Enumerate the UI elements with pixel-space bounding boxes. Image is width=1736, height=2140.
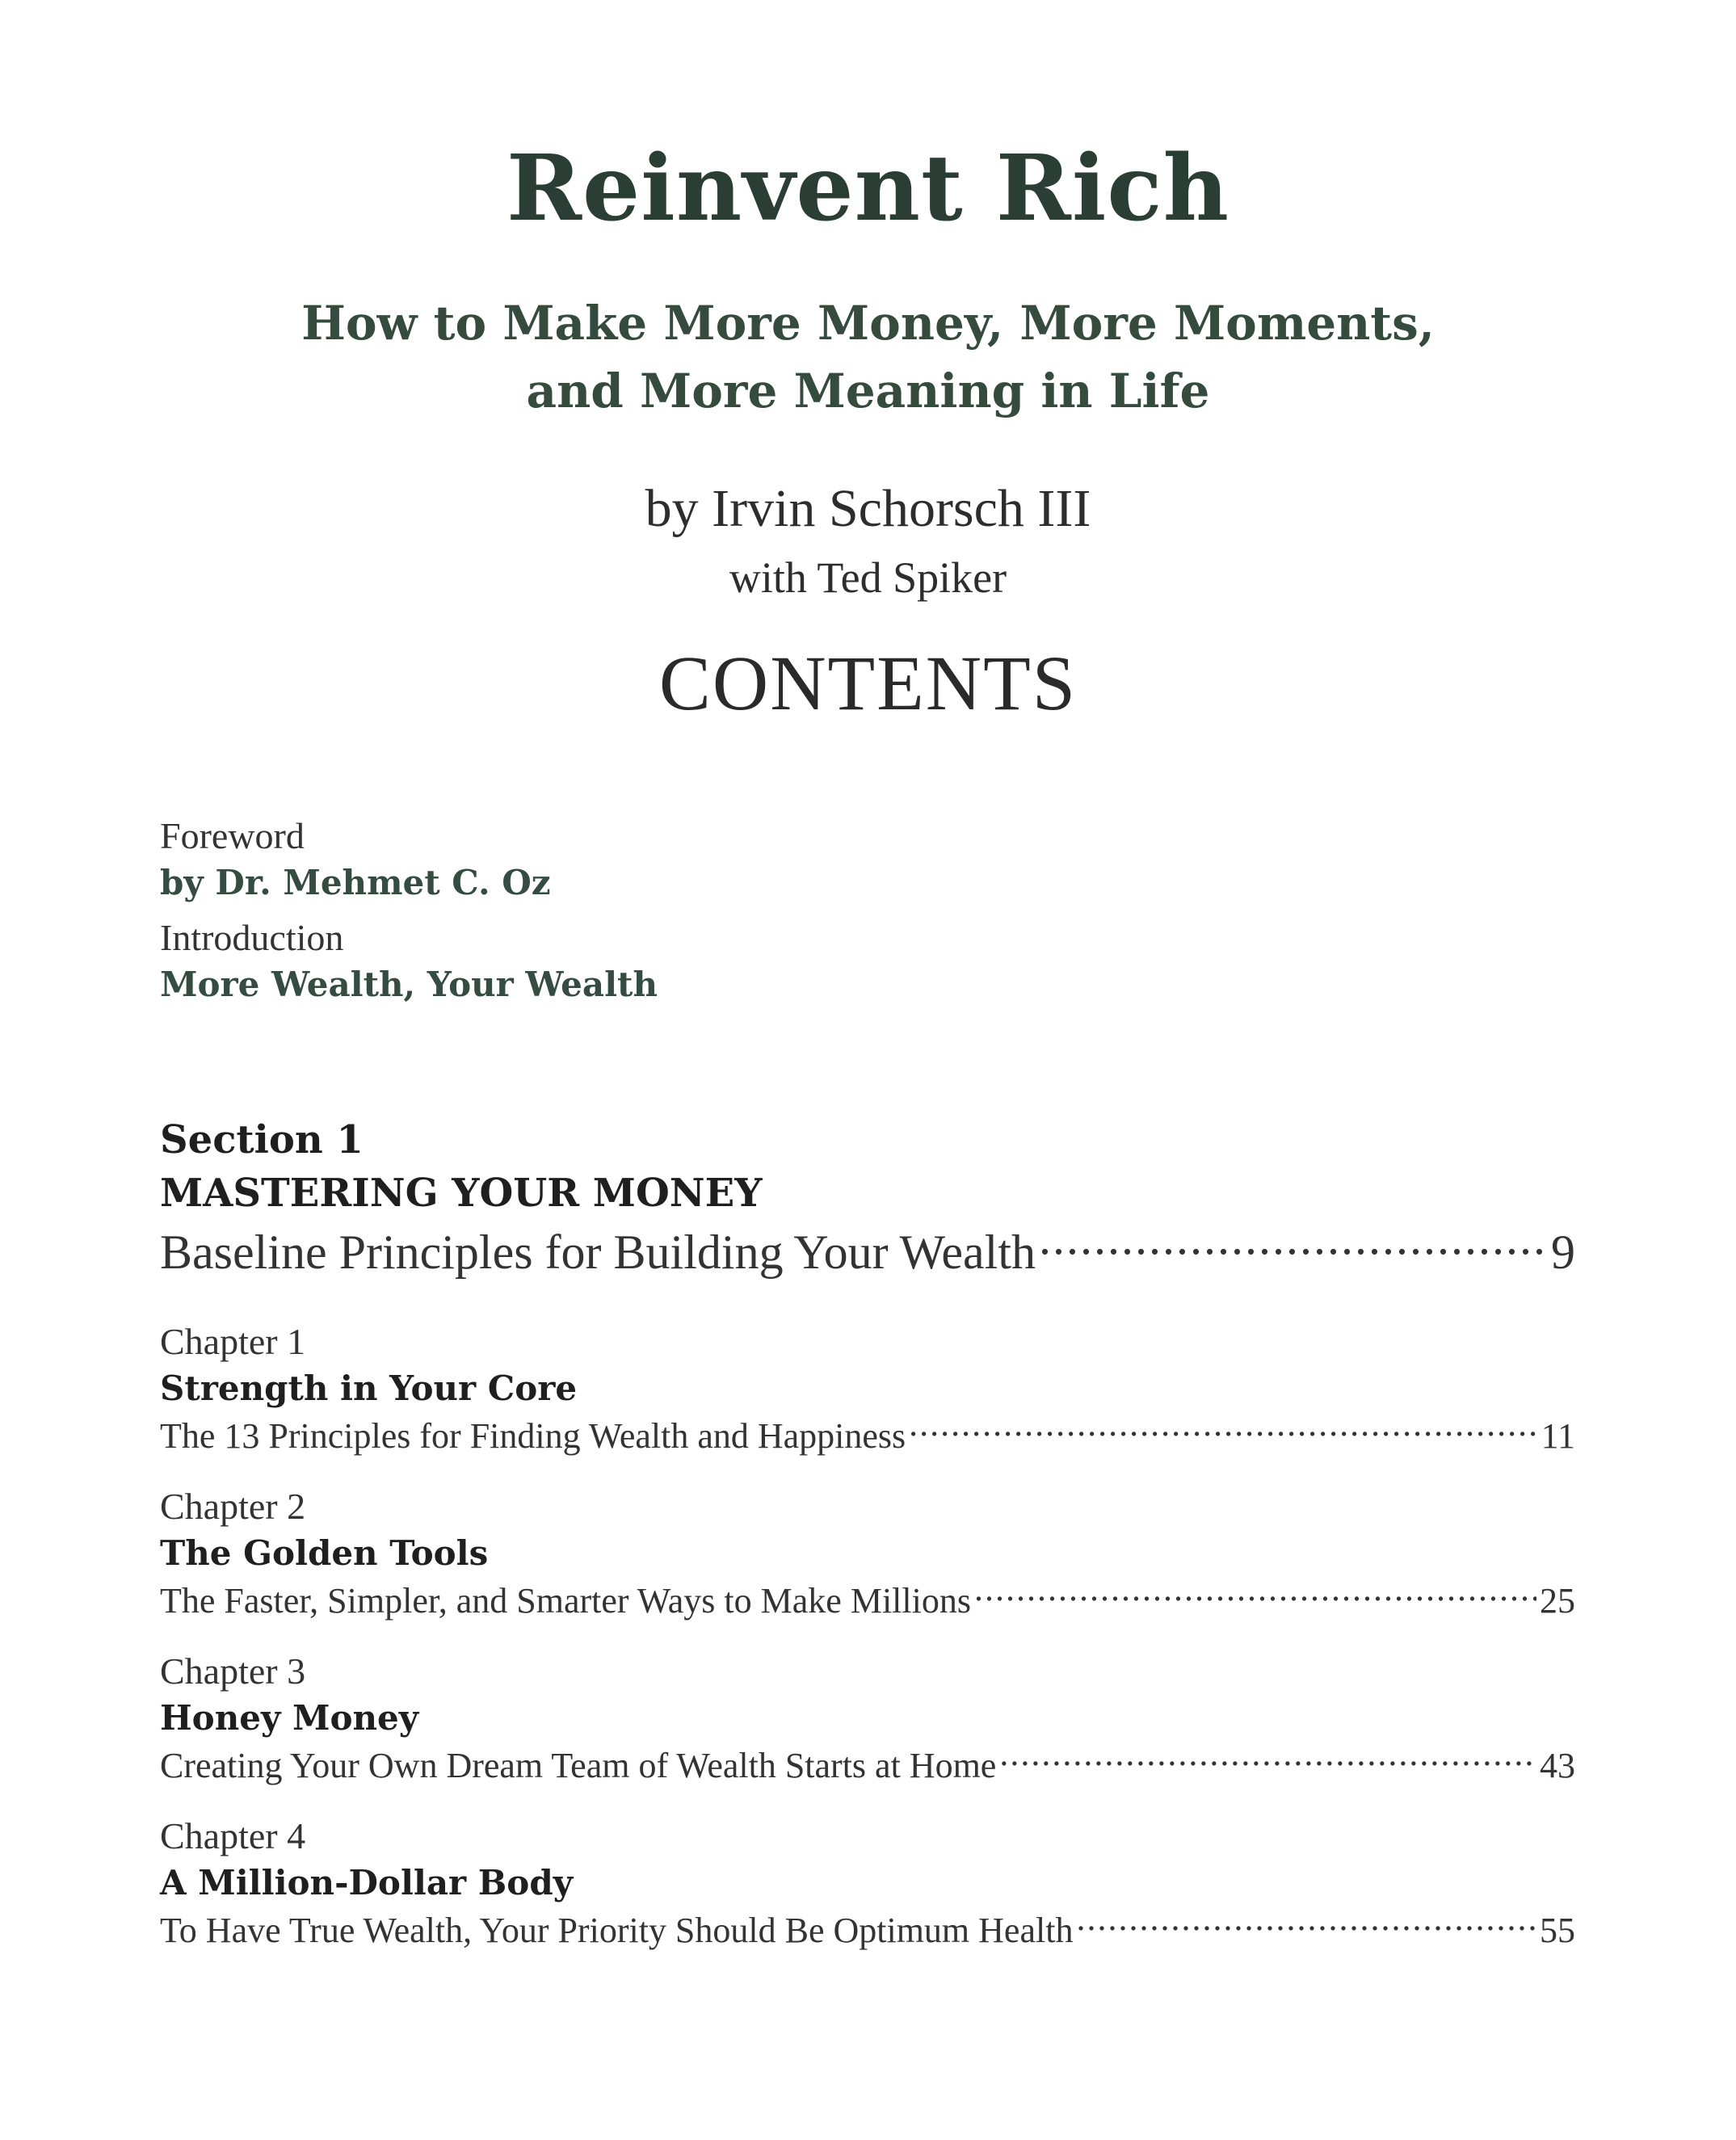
chapter-description: The 13 Principles for Finding Wealth and Happiness <box>160 1416 906 1456</box>
chapter-entry-4 <box>160 1813 1575 1954</box>
section-toc-line <box>160 1220 1575 1283</box>
section-entry <box>160 1113 1575 1283</box>
book-subtitle <box>0 289 1736 425</box>
subtitle-line-2: and More Meaning in Life <box>526 364 1210 418</box>
dot-leader <box>1076 1907 1536 1942</box>
chapter-toc-line <box>160 1577 1575 1625</box>
chapter-toc-line <box>160 1742 1575 1789</box>
foreword-title: by Dr. Mehmet C. Oz <box>160 863 551 902</box>
foreword-label: Foreword <box>160 815 305 856</box>
chapter-page-number: 43 <box>1540 1746 1575 1785</box>
chapter-label: Chapter 2 <box>160 1486 306 1527</box>
chapter-label: Chapter 4 <box>160 1815 306 1856</box>
subtitle-line-1: How to Make More Money, More Moments, <box>301 296 1435 351</box>
chapter-page-number: 25 <box>1540 1581 1575 1621</box>
section-page-number: 9 <box>1551 1226 1575 1279</box>
contents-heading: CONTENTS <box>658 640 1078 726</box>
introduction-label: Introduction <box>160 917 344 958</box>
chapter-toc-line <box>160 1412 1575 1460</box>
chapter-entry-2 <box>160 1483 1575 1625</box>
foreword-entry <box>160 813 1575 906</box>
chapter-page-number: 55 <box>1540 1911 1575 1950</box>
chapter-page-number: 11 <box>1541 1416 1575 1456</box>
chapter-description: Creating Your Own Dream Team of Wealth Starts at Home <box>160 1746 997 1785</box>
book-title: Reinvent Rich <box>506 136 1230 242</box>
chapter-description: To Have True Wealth, Your Priority Should Be Optimum Health <box>160 1911 1074 1950</box>
chapter-title: Honey Money <box>160 1698 419 1738</box>
chapter-label: Chapter 1 <box>160 1321 306 1362</box>
dot-leader <box>974 1577 1536 1612</box>
chapter-label: Chapter 3 <box>160 1650 306 1692</box>
chapter-title: Strength in Your Core <box>160 1369 578 1408</box>
section-label: Section 1 <box>160 1117 364 1162</box>
chapter-toc-line <box>160 1907 1575 1954</box>
section-description: Baseline Principles for Building Your Wealth <box>160 1226 1036 1279</box>
chapter-entry-1 <box>160 1318 1575 1460</box>
author-line: by Irvin Schorsch III <box>645 479 1091 538</box>
dot-leader <box>999 1742 1536 1777</box>
introduction-title: More Wealth, Your Wealth <box>160 965 658 1004</box>
section-title: MASTERING YOUR MONEY <box>160 1171 763 1216</box>
coauthor-line: with Ted Spiker <box>729 553 1007 602</box>
dot-leader <box>1039 1220 1548 1268</box>
chapter-title: A Million-Dollar Body <box>160 1863 574 1902</box>
chapter-title: The Golden Tools <box>160 1533 489 1573</box>
chapter-entry-3 <box>160 1648 1575 1789</box>
introduction-entry <box>160 914 1575 1008</box>
chapter-description: The Faster, Simpler, and Smarter Ways to Make Millions <box>160 1581 971 1621</box>
dot-leader <box>909 1412 1537 1448</box>
